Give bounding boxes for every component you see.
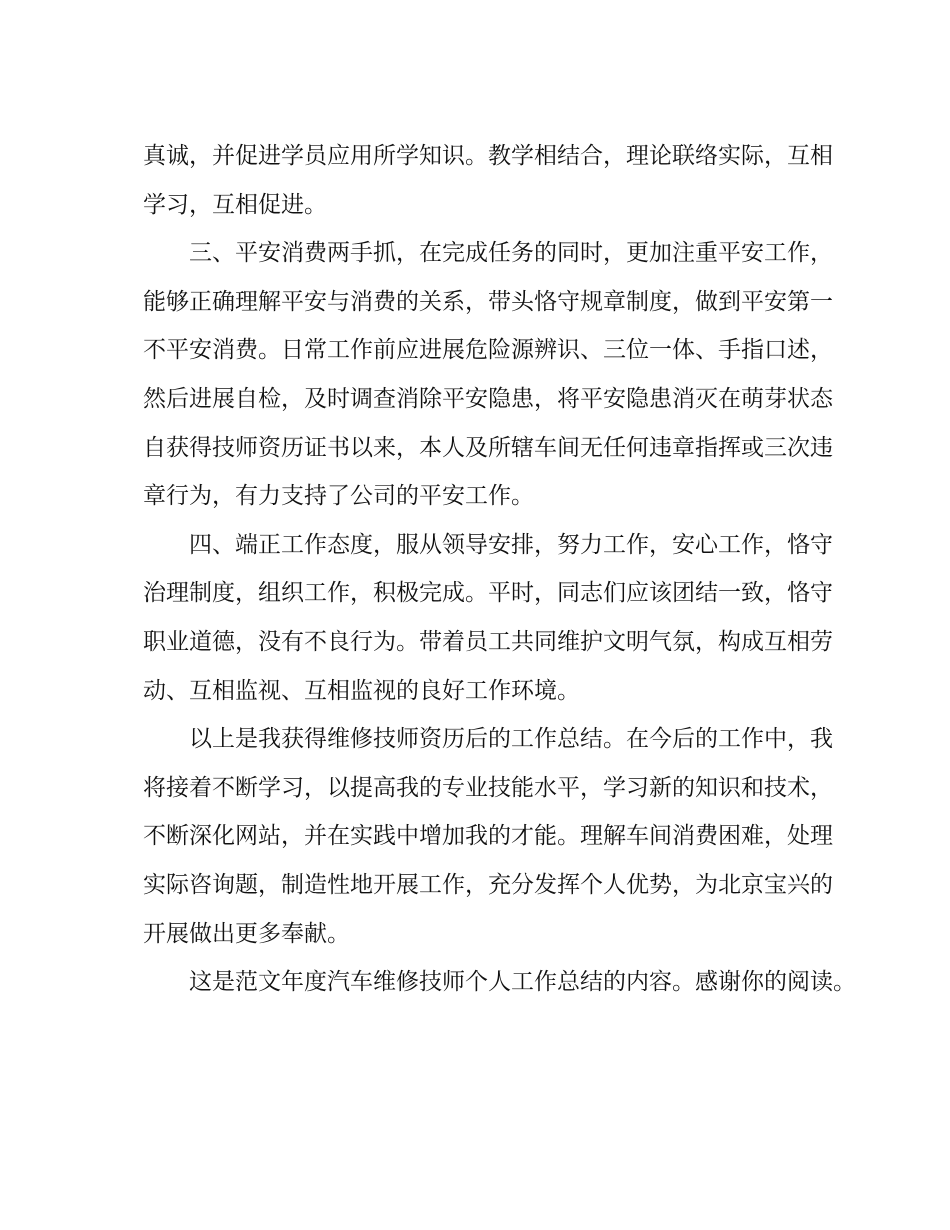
text-line: 章行为，有力支持了公司的平安工作。	[143, 483, 534, 510]
text-line: 不断深化网站，并在实践中增加我的才能。理解车间消费困难，处理	[143, 823, 833, 850]
paragraph-start-line: 这是范文年度汽车维修技师个人工作总结的内容。感谢你的阅读。	[189, 969, 856, 996]
paragraph-start-line: 以上是我获得维修技师资历后的工作总结。在今后的工作中，我	[189, 726, 833, 753]
text-line: 将接着不断学习，以提高我的专业技能水平，学习新的知识和技术，	[143, 774, 833, 801]
text-line: 不平安消费。日常工作前应进展危险源辨识、三位一体、手指口述，	[143, 337, 833, 364]
text-line: 开展做出更多奉献。	[143, 920, 350, 947]
text-line: 实际咨询题，制造性地开展工作，充分发挥个人优势，为北京宝兴的	[143, 871, 833, 898]
text-line: 职业道德，没有不良行为。带着员工共同维护文明气氛，构成互相劳	[143, 628, 833, 655]
document-body	[143, 132, 856, 1007]
text-line: 治理制度，组织工作，积极完成。平时，同志们应该团结一致，恪守	[143, 580, 833, 607]
text-line: 动、互相监视、互相监视的良好工作环境。	[143, 677, 580, 704]
text-line: 能够正确理解平安与消费的关系，带头恪守规章制度，做到平安第一	[143, 288, 833, 315]
paragraph-start-line: 三、平安消费两手抓，在完成任务的同时，更加注重平安工作，	[189, 240, 833, 267]
paragraph-start-line: 四、端正工作态度，服从领导安排，努力工作，安心工作，恪守	[189, 531, 833, 558]
text-line: 真诚，并促进学员应用所学知识。教学相结合，理论联络实际，互相	[143, 143, 833, 169]
text-line: 学习，互相促进。	[143, 191, 327, 218]
text-line: 自获得技师资历证书以来，本人及所辖车间无任何违章指挥或三次违	[143, 434, 833, 461]
text-line: 然后进展自检，及时调查消除平安隐患，将平安隐患消灭在萌芽状态	[143, 385, 833, 412]
